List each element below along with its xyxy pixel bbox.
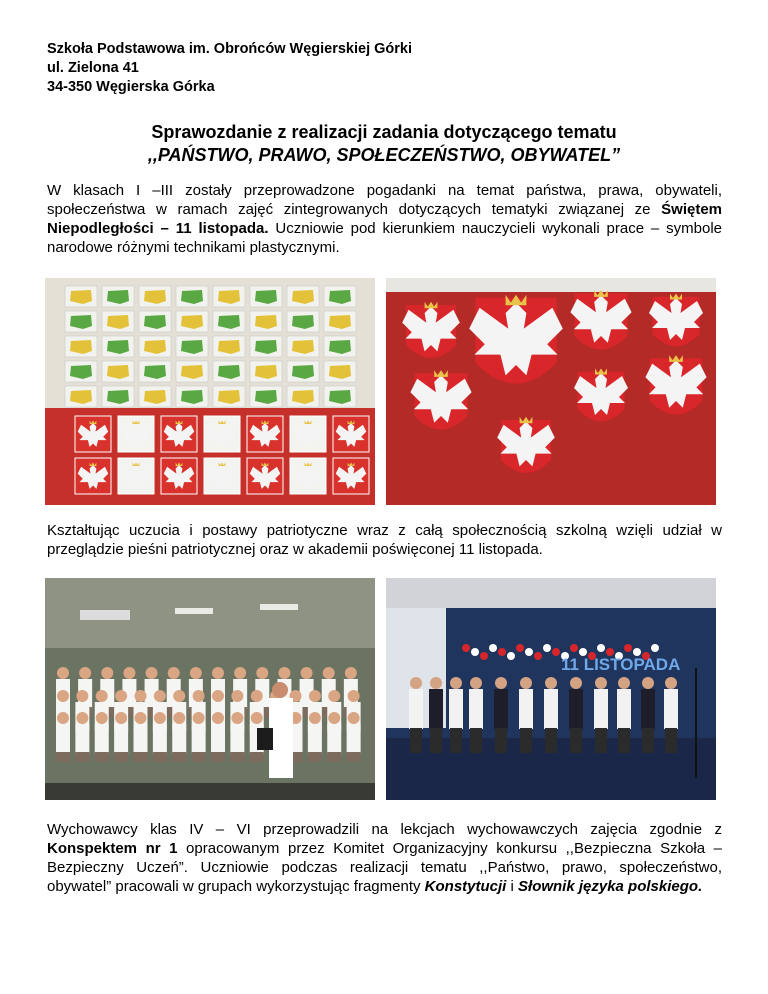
school-address [47, 40, 412, 97]
student-head [76, 712, 88, 724]
student-head [57, 712, 69, 724]
flower-decoration [462, 644, 470, 652]
floor [45, 783, 375, 800]
student-skirt [134, 752, 148, 762]
student-skirt [211, 752, 225, 762]
student-head [348, 690, 360, 702]
student-shirt [230, 724, 244, 754]
paragraph-patriotic-events: Kształtując uczucia i postawy patriotyczne wraz z całą społecznością szkolną wzięli udział w przeglądzie pieśni patriotycznej oraz w akademii poświęconej 11 listopada. [47, 522, 722, 558]
ceiling [386, 578, 716, 608]
performer-head [470, 677, 482, 689]
student-head [212, 667, 224, 679]
performer-body [429, 689, 443, 729]
performer-head [642, 677, 654, 689]
student-head [193, 690, 205, 702]
student-head [231, 690, 243, 702]
student-shirt [347, 724, 361, 754]
student-skirt [347, 752, 361, 762]
student-shirt [211, 724, 225, 754]
report-title-line1: Sprawozdanie z realizacji zadania dotyczącego tematu [151, 122, 617, 142]
student-head [345, 667, 357, 679]
student-shirt [56, 724, 70, 754]
performer-body [641, 689, 655, 729]
student-head [193, 712, 205, 724]
folder [257, 728, 273, 750]
student-head [173, 712, 185, 724]
performer-head [618, 677, 630, 689]
flower-decoration [597, 644, 605, 652]
photo-school-choir [45, 578, 375, 800]
student-skirt [114, 752, 128, 762]
performer-head [570, 677, 582, 689]
student-head [123, 667, 135, 679]
performer-legs [595, 728, 607, 753]
performer-body [519, 689, 533, 729]
paragraph-text: i [506, 878, 519, 895]
performer-body [594, 689, 608, 729]
student-head [154, 690, 166, 702]
projector [80, 610, 130, 620]
performer-body [617, 689, 631, 729]
student-skirt [230, 752, 244, 762]
performer-body [409, 689, 423, 729]
student-head [168, 667, 180, 679]
student-shirt [192, 724, 206, 754]
student-head [146, 667, 158, 679]
performer-head [595, 677, 607, 689]
paragraph-grades-1-3 [47, 181, 722, 257]
student-shirt [153, 724, 167, 754]
student-head [301, 667, 313, 679]
flower-decoration [552, 648, 560, 656]
student-skirt [75, 752, 89, 762]
performer-body [469, 689, 483, 729]
student-head [57, 690, 69, 702]
student-head [57, 667, 69, 679]
student-head [79, 667, 91, 679]
student-skirt [172, 752, 186, 762]
paragraph-text: Uczniowie pod kierunkiem nauczycieli wykonali prace – symbole narodowe różnymi technikami plastycznymi. [47, 220, 722, 256]
flower-decoration [480, 652, 488, 660]
student-skirt [95, 752, 109, 762]
flower-decoration [516, 644, 524, 652]
paragraph-bold: Konspektem nr 1 [47, 840, 178, 857]
student-skirt [327, 752, 341, 762]
photo-eagle-emblems [386, 278, 716, 505]
performer-head [410, 677, 422, 689]
performer-head [665, 677, 677, 689]
student-skirt [308, 752, 322, 762]
performer-legs [450, 728, 462, 753]
student-head [96, 712, 108, 724]
student-skirt [192, 752, 206, 762]
student-head [76, 690, 88, 702]
student-head [278, 667, 290, 679]
student-head [251, 690, 263, 702]
performer-head [495, 677, 507, 689]
student-shirt [327, 724, 341, 754]
student-head [323, 667, 335, 679]
school-name: Szkoła Podstawowa im. Obrońców Węgierskiej Górki [47, 41, 413, 57]
performer-body [544, 689, 558, 729]
performer-legs [470, 728, 482, 753]
performer-legs [618, 728, 630, 753]
student-shirt [75, 724, 89, 754]
student-skirt [56, 752, 70, 762]
performer-body [494, 689, 508, 729]
student-head [309, 690, 321, 702]
flower-decoration [489, 644, 497, 652]
flower-decoration [507, 652, 515, 660]
flower-decoration [624, 644, 632, 652]
stage-banner-text: 11 LISTOPADA [561, 655, 681, 674]
student-shirt [95, 724, 109, 754]
student-head [309, 712, 321, 724]
student-head [101, 667, 113, 679]
performer-legs [410, 728, 422, 753]
student-head [115, 712, 127, 724]
student-head [96, 690, 108, 702]
performer-legs [642, 728, 654, 753]
student-shirt [308, 724, 322, 754]
ceiling-light [175, 608, 213, 614]
report-title [40, 121, 728, 167]
student-shirt [114, 724, 128, 754]
report-title-topic: ,,PAŃSTWO, PRAWO, SPOŁECZEŃSTWO, OBYWATEL” [147, 145, 621, 165]
performer-head [430, 677, 442, 689]
performer-body [569, 689, 583, 729]
student-head [115, 690, 127, 702]
student-head [154, 712, 166, 724]
student-skirt [153, 752, 167, 762]
performer-head [545, 677, 557, 689]
school-city: 34-350 Węgierska Górka [47, 79, 215, 95]
paragraph-text: opracowanym przez Komitet Organizacyjny konkursu ,,Bezpieczna Szkoła – Bezpieczny Uczeń”. Uczniowie podczas realizacji tematu ,,Państwo, prawo, społeczeństwo, obywatel” pracowali w grupach wykorzystując fragmenty [47, 840, 722, 895]
photo-artwork-wall [45, 278, 375, 505]
flower-decoration [543, 644, 551, 652]
performer-head [520, 677, 532, 689]
paragraph-text: W klasach I –III zostały przeprowadzone pogadanki na temat państwa, prawa, obywateli, społeczeństwa w ramach zajęć zintegrowanych dotyczących tematyki związanej ze [47, 182, 722, 218]
student-head [173, 690, 185, 702]
paragraph-bold: Świętem Niepodległości – 11 listopada. [47, 201, 722, 237]
teacher-head [272, 682, 288, 698]
performer-legs [495, 728, 507, 753]
paragraph-text: Wychowawcy klas IV – VI przeprowadzili na lekcjach wychowawczych zajęcia zgodnie z [47, 821, 722, 838]
flower-decoration [471, 648, 479, 656]
paragraph-bold-italic: Konstytucji [424, 878, 507, 895]
performer-legs [665, 728, 677, 753]
performer-legs [430, 728, 442, 753]
flower-decoration [525, 648, 533, 656]
student-head [212, 712, 224, 724]
student-head [190, 667, 202, 679]
student-head [251, 712, 263, 724]
performer-legs [545, 728, 557, 753]
ceiling-strip [386, 278, 716, 292]
ceiling-light [260, 604, 298, 610]
flower-decoration [570, 644, 578, 652]
student-shirt [134, 724, 148, 754]
flower-decoration [534, 652, 542, 660]
student-head [135, 712, 147, 724]
student-head [348, 712, 360, 724]
student-head [212, 690, 224, 702]
photo-stage-performance [386, 578, 716, 800]
performer-head [450, 677, 462, 689]
performer-legs [520, 728, 532, 753]
student-skirt [250, 752, 264, 762]
student-head [328, 690, 340, 702]
paragraph-bold-italic: Słownik języka polskiego. [518, 878, 703, 895]
school-street: ul. Zielona 41 [47, 60, 139, 76]
performer-body [664, 689, 678, 729]
student-head [234, 667, 246, 679]
student-head [231, 712, 243, 724]
flower-decoration [651, 644, 659, 652]
student-head [256, 667, 268, 679]
paragraph-grades-4-6 [47, 820, 722, 896]
student-shirt [172, 724, 186, 754]
student-head [135, 690, 147, 702]
performer-body [449, 689, 463, 729]
flower-decoration [498, 648, 506, 656]
performer-legs [570, 728, 582, 753]
student-head [328, 712, 340, 724]
